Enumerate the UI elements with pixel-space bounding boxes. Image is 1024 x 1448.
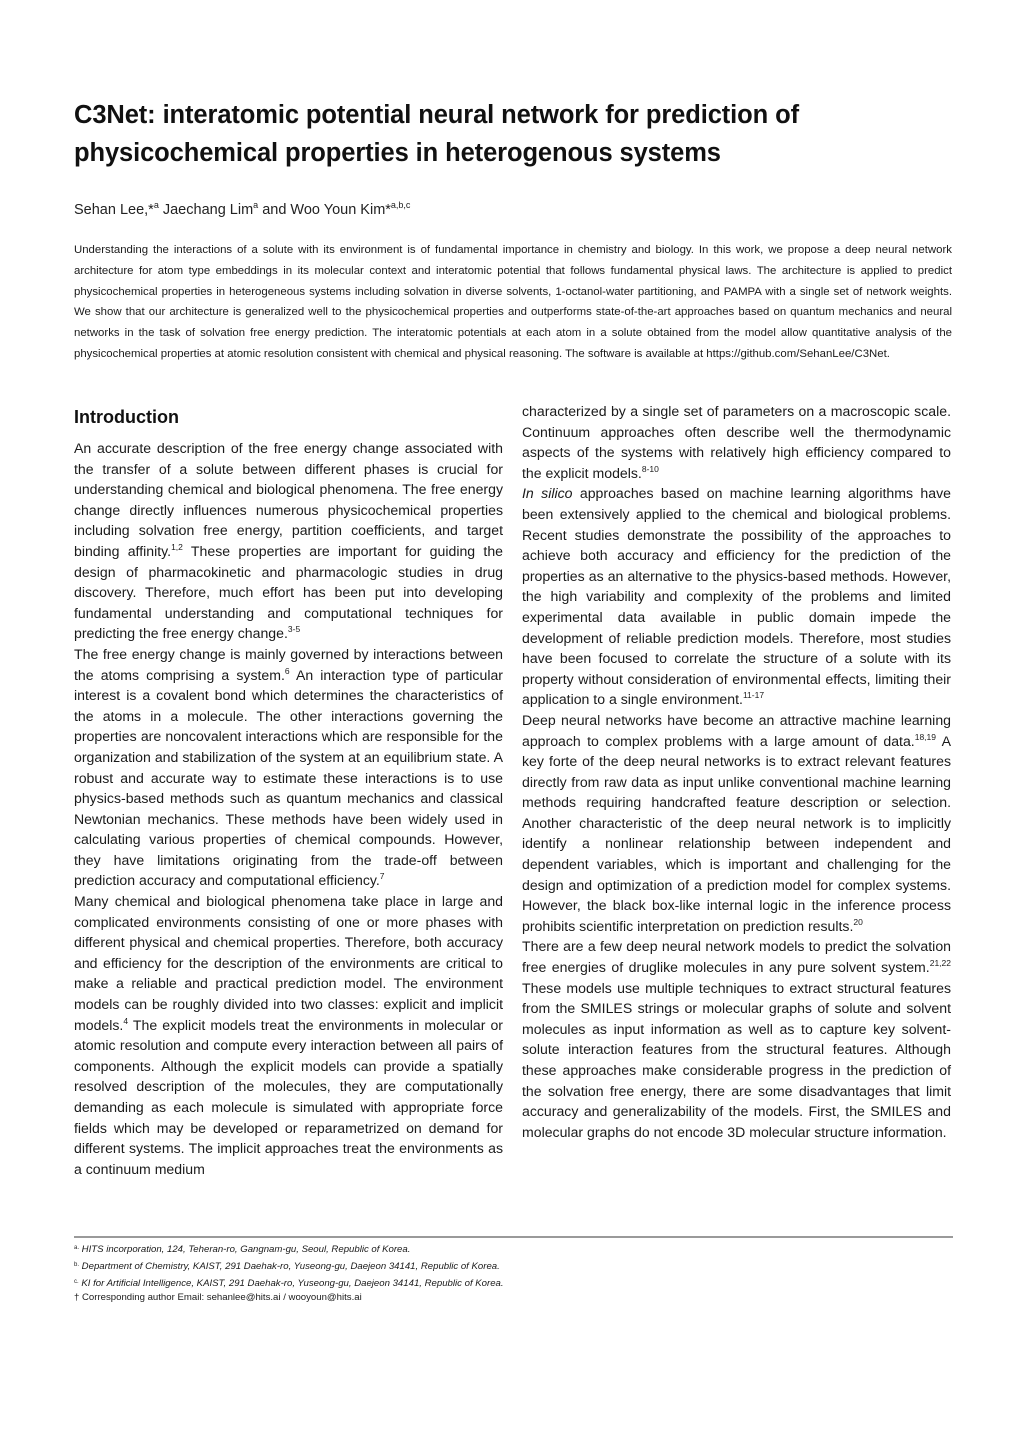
footnote-affiliation-a [74, 1241, 504, 1258]
citation: 7 [379, 871, 385, 882]
paragraph-text: Many chemical and biological phenomena take place in large and complicated environments consisting of one or more phases with different physical and chemical properties. Therefore, both accuracy and efficiency for the description of the environments are critical to make a reliable and practical prediction model. The environment models can be roughly divided into two classes: explicit and implicit models. [74, 893, 503, 1033]
citation: 21,22 [929, 958, 951, 969]
paragraph-text: Deep neural networks have become an attractive machine learning approach to complex problems with a large amount of data. [522, 711, 951, 749]
citation: 1,2 [171, 541, 183, 552]
affiliation-marker: a [153, 200, 159, 210]
paragraph-text: A key forte of the deep neural networks is to extract relevant features directly from raw data as input unlike conventional machine learning methods requiring handcrafted feature description or selection. Another characteristic of the deep neural network is to implicitly identify a nonlinear relationship between independent and dependent variables, which is important and challenging for the design and optimization of a prediction model for complex systems. However, the black box-like internal logic in the inference process prohibits scientific interpretation on prediction results. [522, 732, 951, 934]
paragraph [522, 483, 951, 710]
paragraph-text: These models use multiple techniques to extract structural features from the SMILES strings or molecular graphs of solute and solvent molecules as input information as well as to capture key solvent-solute interaction features from the structural features. Although these approaches make considerable progress in the prediction of the solvation free energy, there are some disadvantages that limit accuracy and generalizability of the models. First, the SMILES and molecular graphs do not encode 3D molecular structure information. [522, 979, 951, 1140]
affiliation-marker: a [253, 200, 259, 210]
footnotes [74, 1241, 504, 1306]
paragraph-text: An interaction type of particular interest is a covalent bond which determines the characteristics of the atoms in a molecule. The other interactions governing the properties are noncovalent interactions which are responsible for the organization and stabilization of the system at an equilibrium state. A robust and accurate way to estimate these interactions is to use physics-based methods such as quantum mechanics and classical Newtonian mechanics. These methods have been widely used in calculating various properties of chemical compounds. However, they have limitations originating from the trade-off between prediction accuracy and computational efficiency. [74, 666, 503, 889]
paragraph [522, 710, 951, 937]
paragraph-text: The free energy change is mainly governed by interactions between the atoms comprising a system. [74, 645, 503, 683]
citation: 3-5 [287, 624, 301, 635]
footnote-divider [74, 1236, 953, 1238]
author-name: Jaechang Lim [158, 202, 254, 218]
affiliation-marker: a,b,c [390, 200, 411, 210]
paragraph-text: These properties are important for guiding the design of pharmacokinetic and pharmacologic studies in drug discovery. Therefore, much effort has been put into developing fundamental understanding and computational techniques for predicting the free energy change. [74, 542, 503, 642]
footnote-affiliation-b [74, 1258, 504, 1275]
paragraph [522, 401, 951, 483]
paragraph [74, 644, 503, 891]
paragraph [74, 891, 503, 1179]
citation: 11-17 [742, 690, 765, 701]
author-name: and Woo Youn Kim* [258, 202, 391, 218]
footnote-corresponding-author: † Corresponding author Email: sehanlee@hits.ai / wooyoun@hits.ai [74, 1292, 362, 1304]
paragraph-text: The explicit models treat the environments in molecular or atomic resolution and compute every interaction between all pairs of components. Although the explicit models can provide a spatially resolved description of the molecules, they are computationally demanding as each molecule is simulated with appropriate force fields which may be developed or reparametrized on demand for different systems. The implicit approaches treat the environments as a continuum medium [74, 1016, 503, 1177]
paragraph-text: There are a few deep neural network models to predict the solvation free energies of druglike molecules in any pure solvent system. [522, 938, 951, 976]
footnote-text: HITS incorporation, 124, Teheran-ro, Gangnam-gu, Seoul, Republic of Korea. [79, 1244, 411, 1255]
paragraph [522, 936, 951, 1142]
paper-header [74, 96, 952, 172]
citation: 6 [284, 665, 290, 676]
paragraph-text: approaches based on machine learning algorithms have been extensively applied to the chemical and biological problems. Recent studies demonstrate the possibility of the approaches to achieve both accuracy and efficiency for the prediction of the properties as an alternative to the physics-based methods. However, the high variability and complexity of the problems and limited experimental data available in public domain impede the development of reliable prediction models. Therefore, most studies have been focused to correlate the structure of a solute with its property without consideration of environmental effects, limiting their application to a single environment. [522, 485, 951, 708]
abstract: Understanding the interactions of a solute with its environment is of fundamental importance in chemistry and biology. In this work, we propose a deep neural network architecture for atom type embeddings in its molecular context and interatomic potential that follows fundamental physical laws. The architecture is applied to predict physicochemical properties in heterogeneous systems including solvation in diverse solvents, 1-octanol-water partitioning, and PAMPA with a single set of network weights. We show that our architecture is generalized well to the physicochemical properties and outperforms state-of-the-art approaches based on quantum mechanics and neural networks in the task of solvation free energy prediction. The interatomic potentials at each atom in a solute obtained from the model allow quantitative analysis of the physicochemical properties at atomic resolution consistent with chemical and physical reasoning. The software is available at https://github.com/SehanLee/C3Net. [74, 244, 952, 360]
citation: 20 [853, 916, 863, 927]
footnote-text: KI for Artificial Intelligence, KAIST, 291 Daehak-ro, Yuseong-gu, Daejeon 34141, Republic of Korea. [78, 1277, 504, 1289]
citation: 4 [123, 1015, 129, 1026]
footnote-marker: c. [74, 1278, 79, 1285]
paragraph-text: characterized by a single set of parameters on a macroscopic scale. Continuum approaches often describe well the thermodynamic aspects of the systems with relatively high efficiency compared to the explicit models. [522, 403, 951, 481]
author-name: Sehan Lee,* [74, 202, 154, 218]
author-list [74, 200, 410, 218]
footnote-marker: b. [74, 1261, 80, 1268]
footnote-marker: a. [74, 1245, 80, 1251]
left-column [74, 404, 503, 1179]
right-column [522, 401, 951, 1142]
citation: 18,19 [914, 731, 936, 742]
paper-title: C3Net: interatomic potential neural network for prediction of physicochemical properties in heterogenous systems [74, 101, 799, 167]
italic-term: In silico [522, 485, 573, 502]
paragraph [74, 438, 503, 644]
citation: 8-10 [641, 463, 659, 474]
section-heading-introduction: Introduction [74, 407, 179, 427]
paragraph-text: An accurate description of the free energy change associated with the transfer of a solute between different phases is crucial for understanding chemical and biological phenomena. The free energy change directly influences numerous physicochemical properties including solvation free energy, partition coefficients, and target binding affinity. [74, 440, 503, 559]
footnote-affiliation-c [74, 1275, 504, 1292]
footnote-text: Department of Chemistry, KAIST, 291 Daehak-ro, Yuseong-gu, Daejeon 34141, Republic of Korea. [79, 1260, 500, 1272]
